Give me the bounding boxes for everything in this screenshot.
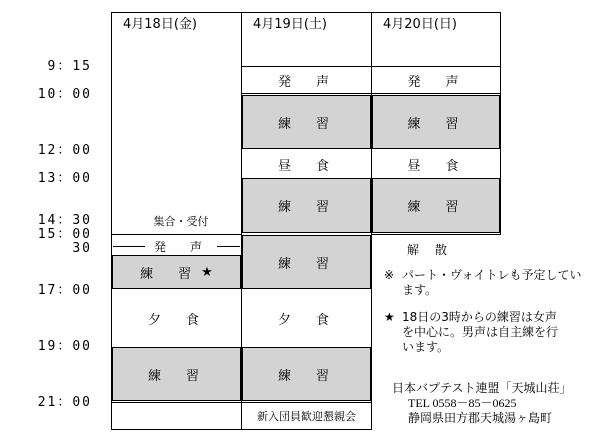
day-header-3: 4月20日(日)	[383, 17, 457, 32]
time-label-1200: 12：00	[37, 143, 92, 158]
d2-practice-block-1: 練 習	[242, 95, 371, 149]
d2-practice-block-2: 練 習	[242, 178, 371, 233]
footer-address: 静岡県田方郡天城湯ヶ島町	[408, 411, 553, 425]
time-label-2100: 21：00	[37, 395, 92, 410]
note-2-mark: ★	[384, 310, 395, 324]
d1-practice-block-2: 練 習	[112, 347, 241, 401]
d3-lunch-block: 昼 食	[407, 158, 465, 174]
time-label-1700: 17：00	[37, 283, 92, 298]
d1-divider-top	[111, 234, 242, 235]
note-1-line-2: ます。	[402, 283, 438, 297]
note-1-line-1: パート・ヴォイトレも予定してい	[402, 268, 582, 282]
d1-practice-label-1: 練 習	[140, 266, 198, 282]
note-2-line-1: 18日の3時からの練習は女声	[402, 310, 557, 324]
d3-dismiss-label: 解 散	[407, 243, 450, 257]
d1-voice-line-left	[113, 246, 145, 247]
d1-gather-label: 集合・受付	[153, 215, 209, 228]
time-label-1430: 14：30	[37, 213, 92, 228]
d2-practice-block-4: 練 習	[242, 347, 371, 401]
d2-welcome-party: 新入団員歓迎懇親会	[257, 410, 356, 423]
d2-voice-block: 発 声	[241, 66, 372, 94]
time-label-0915: 9：15	[47, 59, 92, 74]
note-2-line-3: います。	[402, 340, 450, 354]
d3-voice-block: 発 声	[371, 66, 501, 94]
d3-practice-block-1: 練 習	[372, 95, 500, 149]
d2-lunch-block: 昼 食	[277, 158, 335, 174]
time-label-1900: 19：00	[37, 339, 92, 354]
d1-practice-block-1	[112, 255, 241, 289]
time-label-1500: 15：00	[37, 227, 92, 242]
time-label-1000: 10：00	[37, 87, 92, 102]
note-1-mark: ※	[384, 268, 395, 282]
time-label-1300: 13：00	[37, 171, 92, 186]
d1-voice-line-right	[217, 246, 240, 247]
note-2-line-2: を中心に。男声は自主練を行	[402, 325, 559, 339]
d1-voice-block: 発 声	[153, 239, 208, 254]
d2-dinner-block: 夕 食	[277, 312, 335, 328]
time-label-1530: 30	[72, 241, 92, 256]
footer-tel: TEL 0558－85－0625	[408, 396, 517, 410]
note-1	[384, 268, 600, 298]
d1-dinner-block: 夕 食	[147, 312, 205, 328]
d1-divider-bottom	[111, 402, 242, 403]
star-mark: ★	[201, 264, 213, 280]
day-header-1: 4月18日(金)	[123, 17, 197, 32]
note-2	[384, 310, 600, 355]
d2-practice-block-3: 練 習	[242, 235, 371, 289]
d2-divider-bottom	[241, 402, 372, 403]
day-header-2: 4月19日(土)	[253, 17, 327, 32]
d3-practice-block-2: 練 習	[372, 178, 500, 233]
footer-org: 日本バプテスト連盟「天城山荘」	[392, 381, 572, 395]
